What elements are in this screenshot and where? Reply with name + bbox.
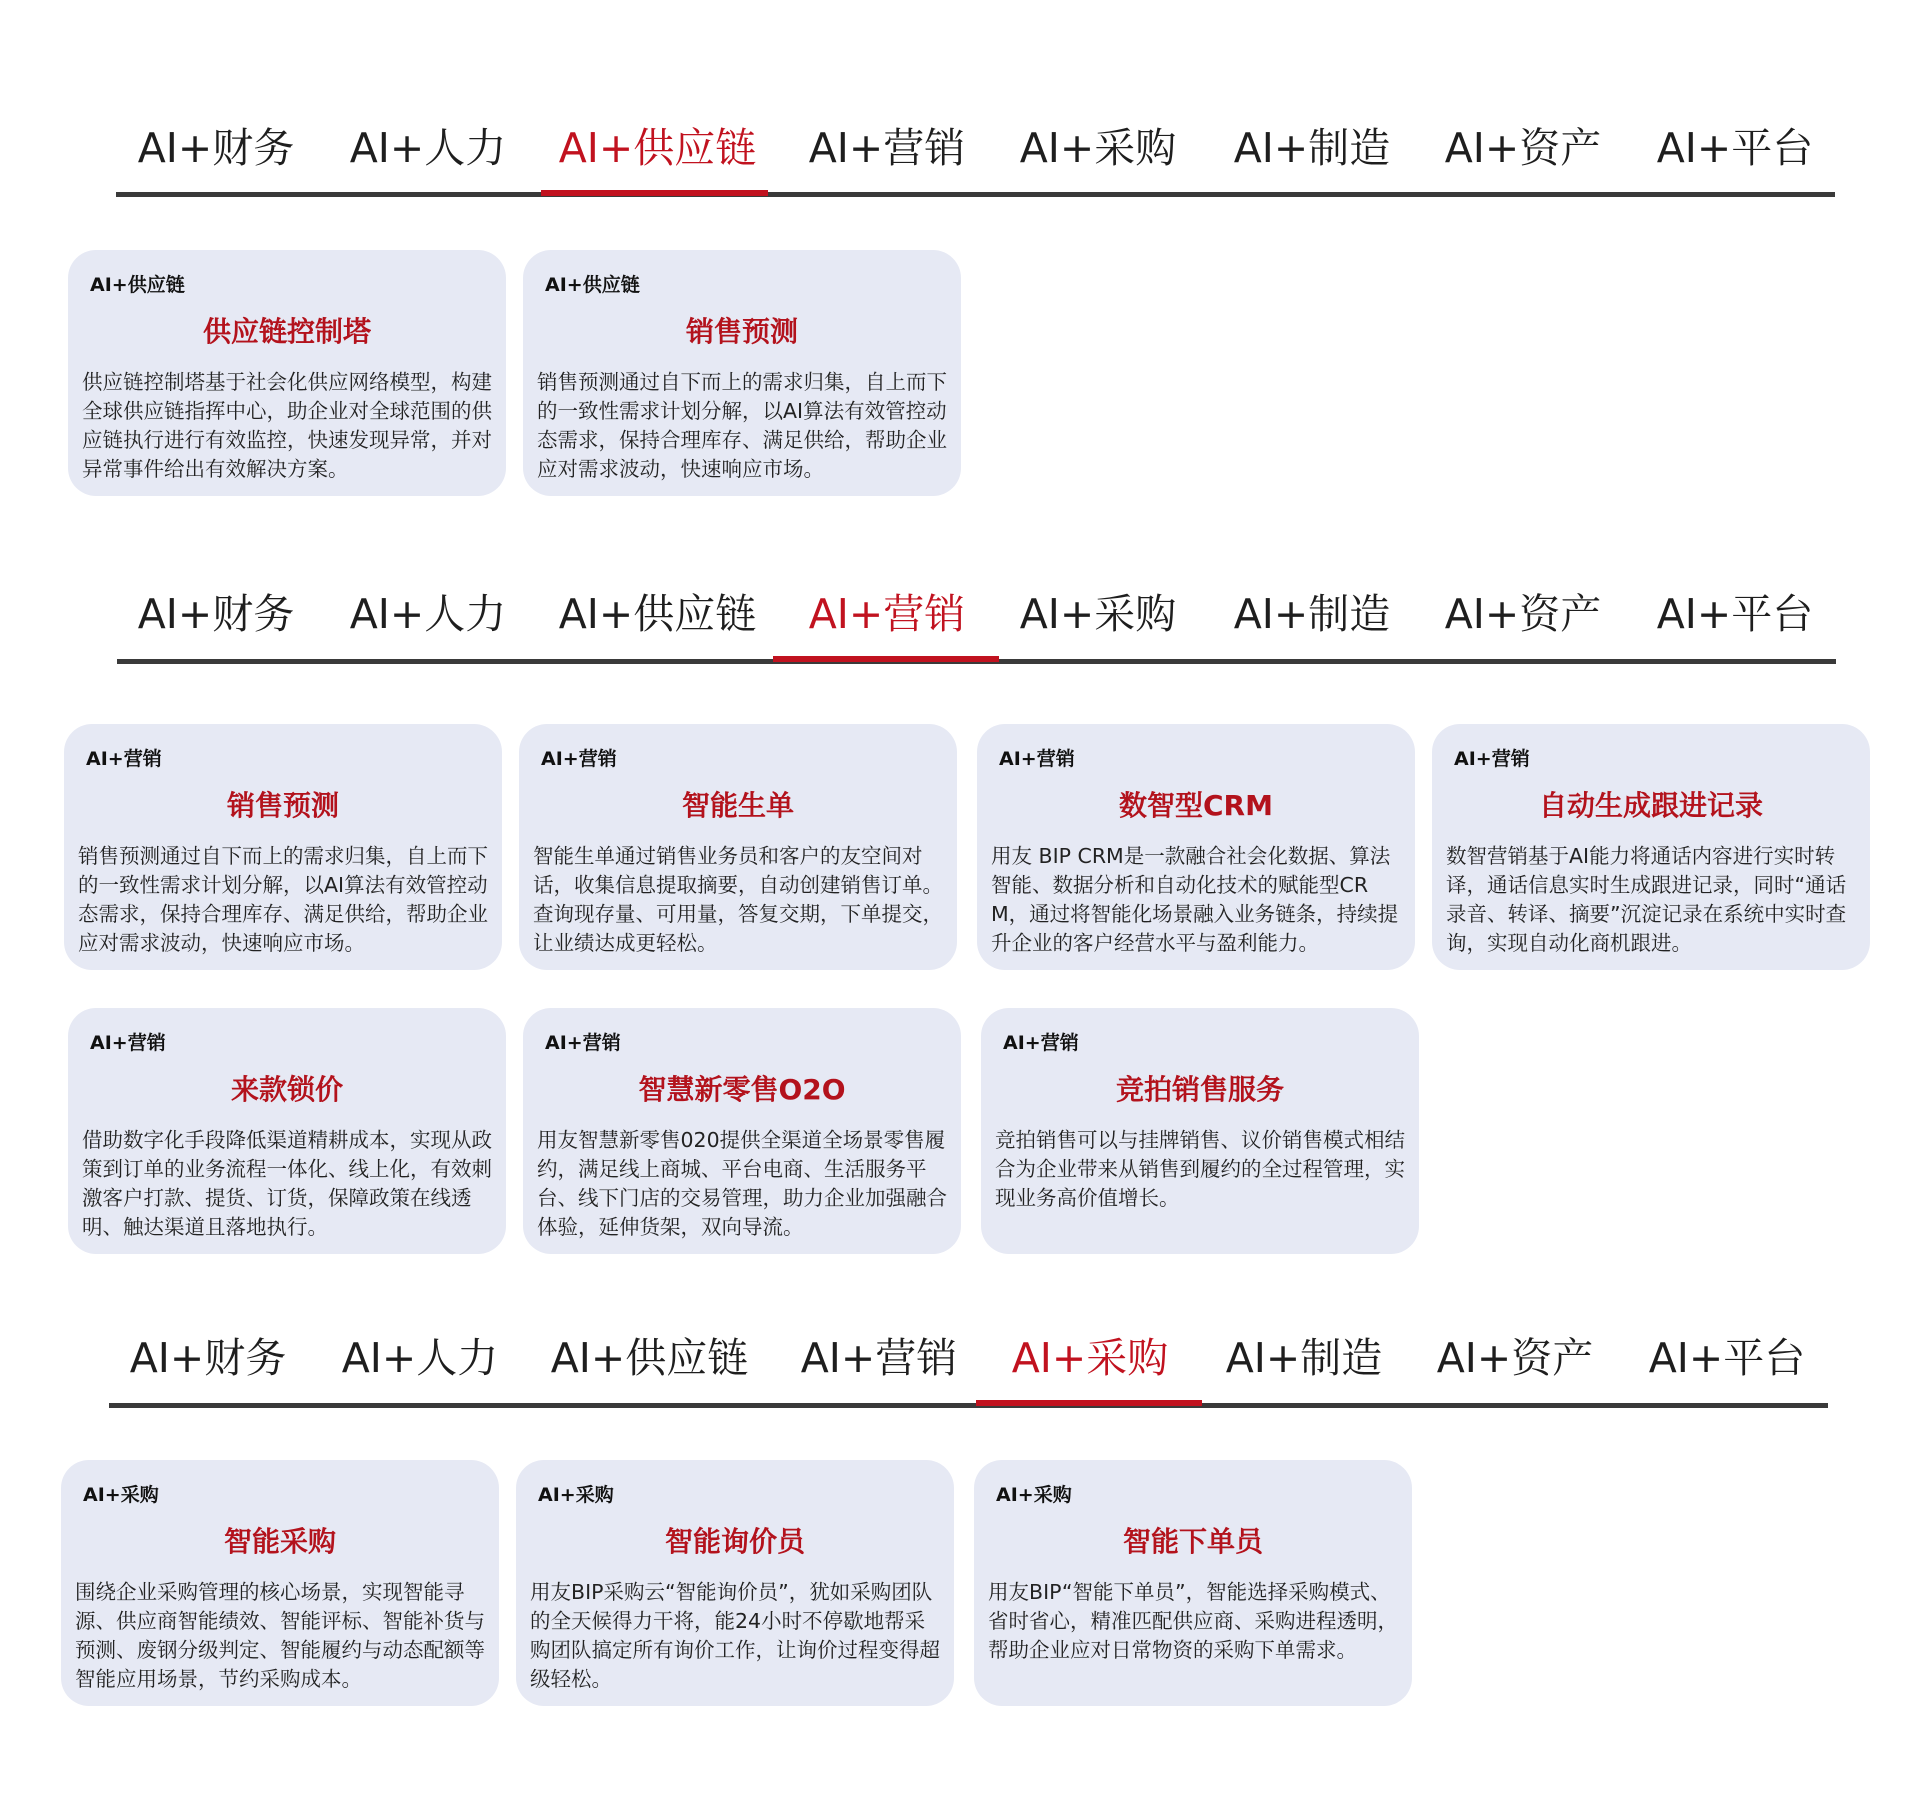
card-title: 供应链控制塔 (202, 315, 371, 348)
tab-assets[interactable]: AI+资产 (1444, 590, 1602, 638)
tab-assets[interactable]: AI+资产 (1436, 1334, 1594, 1382)
card-title: 销售预测 (685, 315, 798, 348)
card-tag: AI+营销 (90, 1032, 166, 1054)
card-title: 智能采购 (223, 1525, 336, 1558)
tab-platform[interactable]: AI+平台 (1656, 124, 1814, 172)
card-sales-forecast[interactable] (64, 724, 502, 970)
tab-bar-line (109, 1403, 1828, 1408)
card-sales-forecast[interactable] (523, 250, 961, 496)
tab-platform[interactable]: AI+平台 (1656, 590, 1814, 638)
card-description: 销售预测通过自下而上的需求归集，自上而下的一致性需求计划分解，以AI算法有效管控动态需求，保持合理库存、满足供给，帮助企业应对需求波动，快速响应市场。 (78, 844, 488, 955)
tab-platform[interactable]: AI+平台 (1648, 1334, 1806, 1382)
tab-bar-line (116, 192, 1835, 197)
card-tag: AI+采购 (83, 1484, 159, 1506)
card-tag: AI+营销 (541, 748, 617, 770)
card-title: 智慧新零售O2O (638, 1073, 846, 1106)
tab-marketing[interactable]: AI+营销 (808, 124, 966, 172)
card-title: 智能生单 (681, 789, 794, 822)
card-description: 借助数字化手段降低渠道精耕成本，实现从政策到订单的业务流程一体化、线上化，有效刺激客户打款、提货、订货，保障政策在线透明、触达渠道且落地执行。 (82, 1128, 492, 1239)
tab-manufacturing[interactable]: AI+制造 (1233, 590, 1391, 638)
card-smart-procurement[interactable] (61, 1460, 499, 1706)
tab-supply-chain[interactable]: AI+供应链 (550, 1334, 749, 1382)
tab-supply-chain[interactable]: AI+供应链 (558, 590, 757, 638)
card-title: 智能询价员 (664, 1525, 805, 1558)
card-title: 数智型CRM (1119, 789, 1273, 822)
card-description: 竞拍销售可以与挂牌销售、议价销售模式相结合为企业带来从销售到履约的全过程管理，实现业务高价值增长。 (995, 1128, 1405, 1210)
card-title: 自动生成跟进记录 (1538, 789, 1763, 822)
card-title: 销售预测 (226, 789, 339, 822)
card-title: 智能下单员 (1122, 1525, 1263, 1558)
tab-hr[interactable]: AI+人力 (349, 124, 507, 172)
tab-manufacturing[interactable]: AI+制造 (1225, 1334, 1383, 1382)
tab-marketing[interactable]: AI+营销 (808, 590, 966, 638)
card-tag: AI+供应链 (545, 274, 640, 296)
card-supply-chain-control-tower[interactable] (68, 250, 506, 496)
card-payment-price-lock[interactable] (68, 1008, 506, 1254)
active-tab-underline (976, 1400, 1202, 1406)
card-smart-order[interactable] (519, 724, 957, 970)
card-description: 销售预测通过自下而上的需求归集，自上而下的一致性需求计划分解，以AI算法有效管控动态需求，保持合理库存、满足供给，帮助企业应对需求波动，快速响应市场。 (537, 370, 947, 481)
tab-procurement[interactable]: AI+采购 (1019, 590, 1177, 638)
tab-finance[interactable]: AI+财务 (137, 124, 295, 172)
tab-bar-marketing (0, 576, 1920, 676)
tab-procurement[interactable]: AI+采购 (1011, 1334, 1169, 1382)
tab-hr[interactable]: AI+人力 (341, 1334, 499, 1382)
card-tag: AI+供应链 (90, 274, 185, 296)
card-smart-retail-o2o[interactable] (523, 1008, 961, 1254)
active-tab-underline (541, 190, 768, 196)
card-description: 用友智慧新零售020提供全渠道全场景零售履约，满足线上商城、平台电商、生活服务平台、线下门店的交易管理，助力企业加强融合体验，延伸货架，双向导流。 (537, 1128, 947, 1239)
card-tag: AI+采购 (996, 1484, 1072, 1506)
card-tag: AI+营销 (86, 748, 162, 770)
card-description: 围绕企业采购管理的核心场景，实现智能寻源、供应商智能绩效、智能评标、智能补货与预测、废钢分级判定、智能履约与动态配额等智能应用场景，节约采购成本。 (75, 1580, 485, 1691)
tab-hr[interactable]: AI+人力 (349, 590, 507, 638)
card-tag: AI+营销 (545, 1032, 621, 1054)
card-description: 供应链控制塔基于社会化供应网络模型，构建全球供应链指挥中心，助企业对全球范围的供应链执行进行有效监控，快速发现异常，并对异常事件给出有效解决方案。 (82, 370, 492, 481)
tab-supply-chain[interactable]: AI+供应链 (558, 124, 757, 172)
tab-finance[interactable]: AI+财务 (129, 1334, 287, 1382)
card-smart-ordering[interactable] (974, 1460, 1412, 1706)
card-description: 数智营销基于AI能力将通话内容进行实时转译，通话信息实时生成跟进记录，同时“通话录音、转译、摘要”沉淀记录在系统中实时查询，实现自动化商机跟进。 (1446, 844, 1847, 955)
card-auction-sales[interactable] (981, 1008, 1419, 1254)
card-tag: AI+营销 (999, 748, 1075, 770)
tab-manufacturing[interactable]: AI+制造 (1233, 124, 1391, 172)
card-description: 智能生单通过销售业务员和客户的友空间对话，收集信息提取摘要，自动创建销售订单。查询现存量、可用量，答复交期，下单提交，让业绩达成更轻松。 (533, 844, 943, 955)
card-description: 用友BIP采购云“智能询价员”，犹如采购团队的全天候得力干将，能24小时不停歇地帮采购团队搞定所有询价工作，让询价过程变得超级轻松。 (530, 1580, 940, 1691)
card-title: 来款锁价 (230, 1073, 343, 1106)
tab-procurement[interactable]: AI+采购 (1019, 124, 1177, 172)
tab-finance[interactable]: AI+财务 (137, 590, 295, 638)
tab-bar-procurement (0, 1320, 1920, 1420)
card-tag: AI+营销 (1454, 748, 1530, 770)
card-description: 用友BIP“智能下单员”，智能选择采购模式、省时省心，精准匹配供应商、采购进程透明，帮助企业应对日常物资的采购下单需求。 (988, 1580, 1398, 1662)
card-auto-follow-up[interactable] (1432, 724, 1870, 970)
tab-bar-supply-chain (0, 110, 1920, 210)
tab-assets[interactable]: AI+资产 (1444, 124, 1602, 172)
card-title: 竞拍销售服务 (1115, 1073, 1284, 1106)
card-smart-crm[interactable] (977, 724, 1415, 970)
card-smart-inquiry[interactable] (516, 1460, 954, 1706)
active-tab-underline (773, 656, 999, 662)
card-tag: AI+营销 (1003, 1032, 1079, 1054)
card-description: 用友 BIP CRM是一款融合社会化数据、算法智能、数据分析和自动化技术的赋能型CRM，通过将智能化场景融入业务链条，持续提升企业的客户经营水平与盈利能力。 (991, 844, 1399, 955)
card-tag: AI+采购 (538, 1484, 614, 1506)
tab-marketing[interactable]: AI+营销 (800, 1334, 958, 1382)
